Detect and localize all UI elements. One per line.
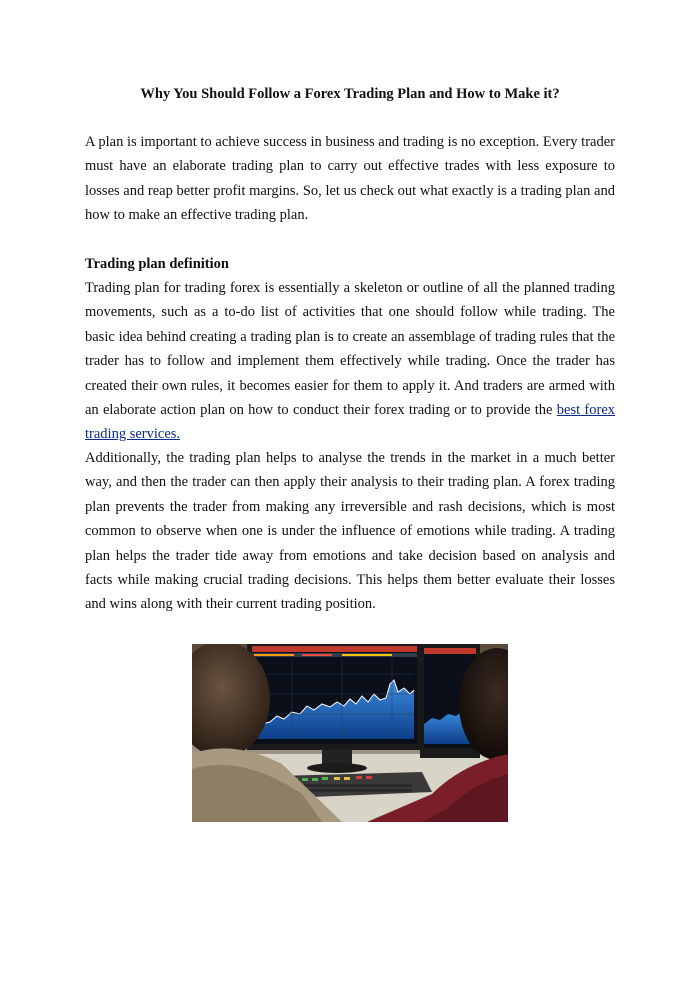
intro-paragraph: A plan is important to achieve success in business and trading is no exception. Every trader must have an elaborate trading plan to carry out effective trades with less exposure to losses and reap better profit margins. So, let us check out what exactly is a trading plan and how to make an effective trading plan. xyxy=(85,134,615,224)
best-forex-trading-services-link[interactable]: best forex trading services. xyxy=(85,402,616,443)
definition-paragraph xyxy=(85,276,615,447)
trading-desk-photo-illustration xyxy=(192,644,508,822)
section-heading: Trading plan definition xyxy=(85,256,229,272)
definition-text: Trading plan for trading forex is essentially a skeleton or outline of all the planned trading movements, such as a to-do list of activities that one should follow while trading. The basic idea behind creating a trading plan is to create an assemblage of trading rules that the trader has to follow and implement them effectively while trading. Once the trader has created their own rules, it becomes easier for them to apply it. And traders are armed with an elaborate action plan on how to conduct their forex trading or to provide the xyxy=(85,280,615,419)
document-title: Why You Should Follow a Forex Trading Plan and How to Make it? xyxy=(140,86,560,102)
additional-paragraph: Additionally, the trading plan helps to analyse the trends in the market in a much better way, and then the trader can then apply their analysis to their trading plan. A forex trading plan prevents the trader from making any irreversible and rash decisions, which is most common to observe when one is under the influence of emotions while trading. A trading plan helps the trader tide away from emotions and take decision based on analysis and facts while making crucial trading decisions. This helps them better evaluate their losses and wins along with their current trading position. xyxy=(85,450,615,613)
trading-desk-photo xyxy=(192,644,508,822)
